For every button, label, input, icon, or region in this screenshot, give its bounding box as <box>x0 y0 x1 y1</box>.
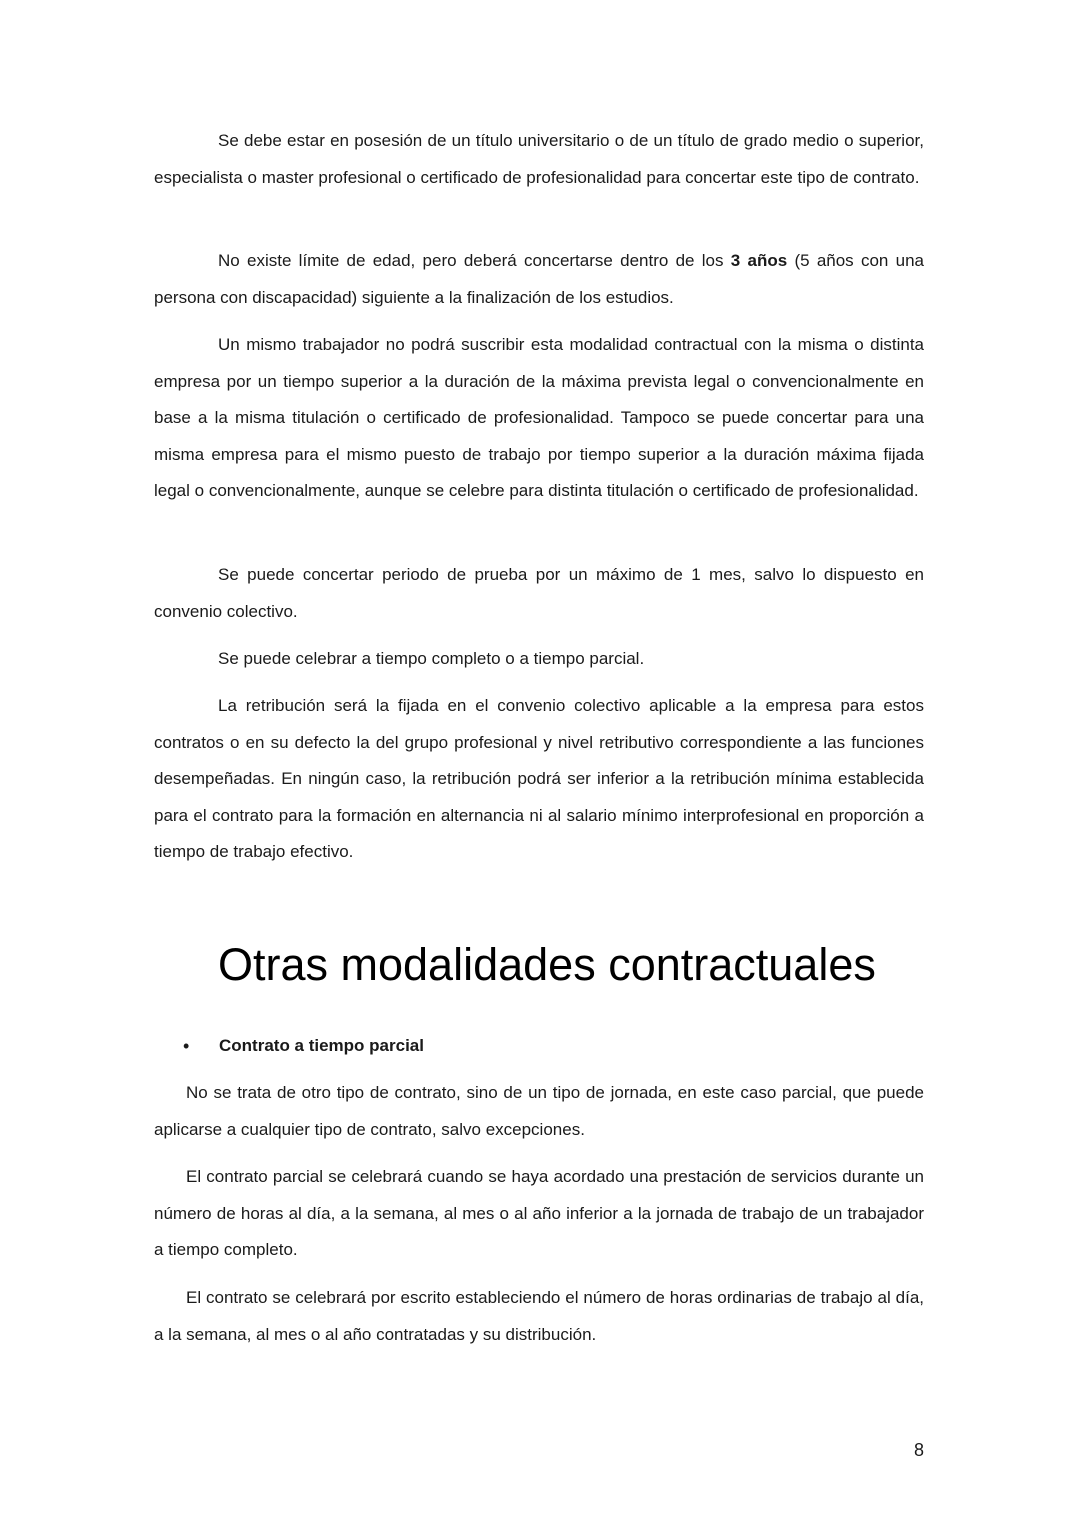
bullet-icon: • <box>183 1036 190 1056</box>
paragraph-limite-edad <box>154 243 924 316</box>
bullet-label: Contrato a tiempo parcial <box>219 1036 424 1055</box>
paragraph-requisito-titulo: Se debe estar en posesión de un título universitario o de un título de grado medio o superior, especialista o master profesional o certificado de profesionalidad para concertar este tipo de contrato. <box>154 131 924 187</box>
paragraph-contrato-escrito: El contrato se celebrará por escrito estableciendo el número de horas ordinarias de trabajo al día, a la semana, al mes o al año contratadas y su distribución. <box>154 1288 924 1344</box>
page-number: 8 <box>913 1440 924 1460</box>
paragraph-limite-edad-text: No existe límite de edad, pero deberá concertarse dentro de los <box>218 251 731 270</box>
paragraph-periodo-prueba: Se puede concertar periodo de prueba por un máximo de 1 mes, salvo lo dispuesto en convenio colectivo. <box>154 565 924 621</box>
paragraph-tipo-jornada: No se trata de otro tipo de contrato, sino de un tipo de jornada, en este caso parcial, que puede aplicarse a cualquier tipo de contrato, salvo excepciones. <box>154 1083 924 1139</box>
paragraph-retribucion: La retribución será la fijada en el convenio colectivo aplicable a la empresa para estos contratos o en su defecto la del grupo profesional y nivel retributivo correspondiente a las funciones desempeñadas. En ningún caso, la retribución podrá ser inferior a la retribución mínima establecida para el contrato para la formación en alternancia ni al salario mínimo interprofesional en proporción a tiempo de trabajo efectivo. <box>154 696 924 862</box>
paragraph-contrato-parcial: El contrato parcial se celebrará cuando se haya acordado una prestación de servicios durante un número de horas al día, a la semana, al mes o al año inferior a la jornada de trabajo de un trabajador a tiempo completo. <box>154 1167 924 1260</box>
section-heading: Otras modalidades contractuales <box>218 939 876 990</box>
paragraph-jornada: Se puede celebrar a tiempo completo o a tiempo parcial. <box>218 649 645 668</box>
paragraph-limite-edad-rest: (5 años con una persona con discapacidad) siguiente a la finalización de los estudios. <box>154 251 924 307</box>
paragraph-limite-edad-bold: 3 años <box>730 251 788 270</box>
paragraph-limite-duracion: Un mismo trabajador no podrá suscribir esta modalidad contractual con la misma o distinta empresa por un tiempo superior a la duración de la máxima prevista legal o convencionalmente en base a la misma titulación o certificado de profesionalidad. Tampoco se puede concertar para una misma empresa para el mismo puesto de trabajo por tiempo superior a la duración máxima fijada legal o convencionalmente, aunque se celebre para distinta titulación o certificado de profesionalidad. <box>154 335 924 501</box>
